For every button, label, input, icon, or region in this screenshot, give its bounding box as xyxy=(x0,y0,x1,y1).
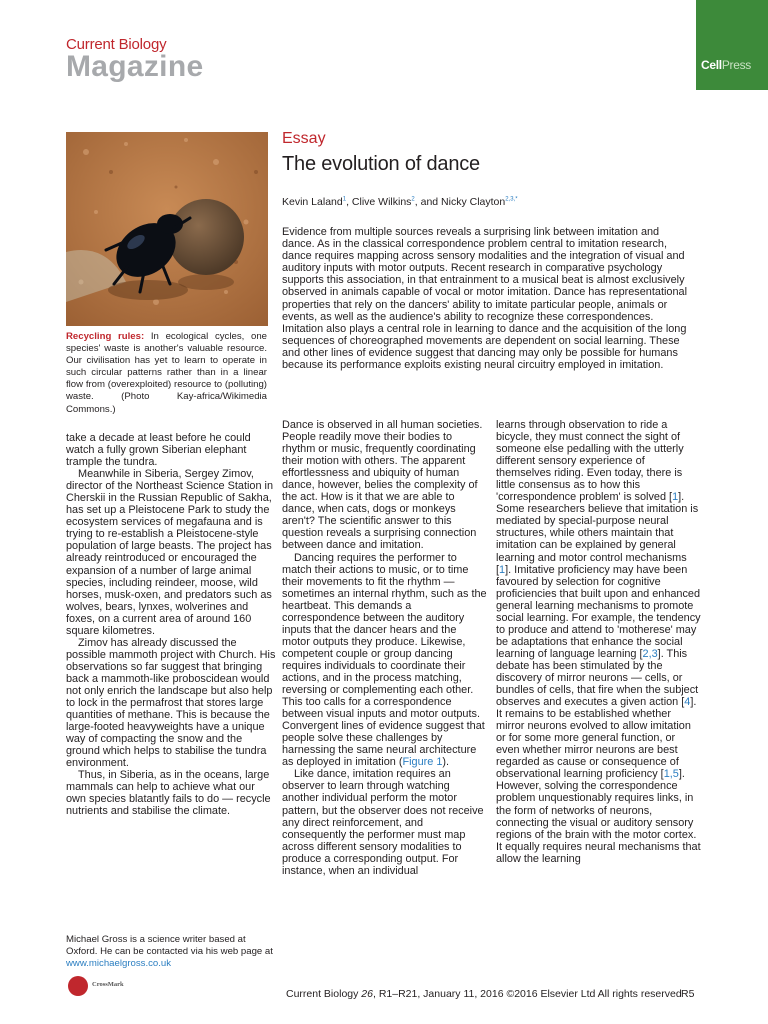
crossmark-icon[interactable] xyxy=(68,976,88,996)
paragraph-text: ]. Imitative proficiency may have been favoured by selection for cognitive proficiencies that built upon and enhanced general learning mechanisms to promote social learning. For example, the tendency to produce and attend to 'motherese' may be adaptations that enhance the social learning of language learning [ xyxy=(496,563,701,660)
paragraph: Zimov has already discussed the possible mammoth project with Church. His observations so far suggest that bringing back a mammoth-like proboscidean would not only enrich the landscape but also help to lock in the permafrost that stores large quantities of methane. This is because the large-footed heavyweights have a unique way of compacting the snow and the ground which helps to stabilise the tundra environment. xyxy=(66,636,276,770)
body-column-1 xyxy=(66,432,276,818)
reference-link[interactable]: 1,5 xyxy=(663,768,679,781)
author-name: Clive Wilkins xyxy=(351,196,412,208)
paragraph: Like dance, imitation requires an observer to learn through watching another individual perform the motor pattern, but the observer does not receive any direct reinforcement, and consequently the performer must map across different sensory modalities to produce a corresponding output. For instance, when an individual xyxy=(282,768,484,877)
section-name: Magazine xyxy=(66,50,204,83)
abstract: Evidence from multiple sources reveals a surprising link between imitation and dance. As in the classical correspondence problem central to imitation research, dance requires mapping across sensory modalities and the integration of visual and auditory inputs with motor outputs. Recent research in comparative psychology supports this association, in that entrainment to a musical beat is almost exclusively observed in animals capable of vocal or motor imitation. Dance has representational properties that rely on the dancers' ability to imitate particular people, animals or events, as well as the audience's ability to recognize these correspondences. Imitation also plays a central role in learning to dance and the acquisition of the long sequences of choreographed movements are dependent on social learning. These and other lines of evidence suggest that dancing may only be possible for humans because its performance exploits existing neural circuitry employed in imitation. xyxy=(282,226,687,372)
figure-1-link[interactable]: Figure 1 xyxy=(402,756,443,769)
author-list xyxy=(282,196,518,208)
dung-beetle-image xyxy=(66,132,268,326)
footer-journal: Current Biology xyxy=(286,988,362,1000)
caption-text: In ecological cycles, one species' waste is another's valuable resource. Our civilisation has yet to learn to operate in such circular patterns rather than in a linear flow from (overexploited) resource to (polluting) waste. (Photo Kay-africa/Wikimedia Commons.) xyxy=(66,331,268,415)
author-affiliation[interactable]: 1 xyxy=(342,196,347,203)
bio-text: Michael Gross is a science writer based at Oxford. He can be contacted via his web page at xyxy=(66,934,273,957)
author-name: Kevin Laland xyxy=(282,196,343,208)
footer-volume: 26 xyxy=(361,988,373,1000)
paragraph: Meanwhile in Siberia, Sergey Zimov, director of the Northeast Science Station in Cherskii in the Russian Republic of Sakha, has set up a Pleistocene Park to study the ecosystem services of megafauna and is trying to re-establish a Pleistocene-style population of large beasts. The project has already reintroduced or encouraged the expansion of a number of large animal species, including reindeer, moose, wild horses, musk-oxen, and predators such as wolves, bears, lynxes, wolverines and foxes, on a current area of around 160 square kilometres. xyxy=(66,468,274,637)
paragraph: Thus, in Siberia, as in the oceans, large mammals can help to achieve what our own species blatantly fails to do — recycle nutrients and stabilise the climate. xyxy=(66,769,271,818)
author-affiliation[interactable]: 2 xyxy=(411,196,415,203)
reference-link[interactable]: 2,3 xyxy=(642,647,658,660)
crossmark-label: CrossMark xyxy=(92,981,124,988)
body-column-3 xyxy=(496,419,701,865)
paragraph-text: ). xyxy=(442,756,450,769)
author-name: Nicky Clayton xyxy=(441,196,506,208)
paragraph-text: ]. This debate has been stimulated by the discovery of mirror neurons — cells, or bundles of cells, that fire when the subject observes and executes a given action [ xyxy=(496,647,699,709)
caption-title: Recycling rules: xyxy=(66,331,145,342)
paragraph-text: learns through observation to ride a bicycle, they must connect the sight of someone else pedalling with the utterly different sensory experience of themselves riding. Even today, there is little consensus as to how this 'correspondence problem' is solved [ xyxy=(496,419,684,504)
paragraph-text: ]. It remains to be established whether mirror neurons evolved to allow imitation or for some more general function, or even whether mirror neurons are best regarded as cause or consequence of observational learning proficiency [ xyxy=(496,696,697,781)
publisher-logo xyxy=(701,58,751,72)
publisher-bar xyxy=(696,0,768,90)
paragraph xyxy=(496,419,701,865)
publisher-logo-bold: Cell xyxy=(701,58,722,72)
photo-caption xyxy=(66,331,267,416)
reference-link[interactable]: 4 xyxy=(684,696,691,709)
author-affiliation[interactable]: 2,3,* xyxy=(505,196,518,203)
paragraph-text: Dancing requires the performer to match their actions to music, or to time their movements to fit the rhythm — sometimes an internal rhythm, such as the heartbeat. This demands a correspondence between the auditory inputs that the dancer hears and the motor outputs they produce. Likewise, competent couple or group dancing requires individuals to coordinate their actions, and in the process matching, reversing or complementing each other. This too calls for a correspondence between visual inputs and motor outputs. Convergent lines of evidence suggest that people solve these challenges by harnessing the same neural architecture as deployed in imitation ( xyxy=(282,551,487,769)
reference-link[interactable]: 1 xyxy=(672,491,679,504)
author-separator: , xyxy=(346,196,352,208)
dung-beetle-photo xyxy=(66,132,268,326)
author-website-link[interactable]: www.michaelgross.co.uk xyxy=(66,958,172,969)
citation-footer xyxy=(286,988,682,1000)
essay-label: Essay xyxy=(282,130,326,147)
footer-details: , R1–R21, January 11, 2016 ©2016 Elsevier Ltd All rights reserved xyxy=(372,988,682,1000)
journal-name: Current Biology xyxy=(66,36,167,53)
author-bio xyxy=(66,934,276,970)
page-number: R5 xyxy=(681,988,695,1000)
paragraph-text: ]. Some researchers believe that imitation is mediated by special-purpose neural structures, while others maintain that imitation can be explained by general learning and motor control mechanisms [ xyxy=(496,491,699,576)
paragraph: Dance is observed in all human societies. People readily move their bodies to rhythm or music, frequently coordinating their motion with others. The apparent effortlessness and ubiquity of human dance, however, belies the complexity of the act. How is it that we are able to dance, when cats, dogs or monkeys aren't? The scientific answer to this question reveals a surprising connection between dance and imitation. xyxy=(282,419,483,552)
article-title: The evolution of dance xyxy=(282,153,480,175)
paragraph xyxy=(282,552,487,769)
reference-link[interactable]: 1 xyxy=(499,563,506,576)
author-separator: , and xyxy=(414,196,442,208)
paragraph-text: ]. However, solving the correspondence problem unquestionably requires links, in the form of networks of neurons, connecting the visual or auditory sensory regions of the brain with the motor cortex. It equally requires neural mechanisms that allow the learning xyxy=(496,768,701,865)
publisher-logo-rest: Press xyxy=(721,58,751,72)
body-column-2 xyxy=(282,419,487,877)
paragraph: take a decade at least before he could watch a fully grown Siberian elephant trample the tundra. xyxy=(66,432,251,469)
